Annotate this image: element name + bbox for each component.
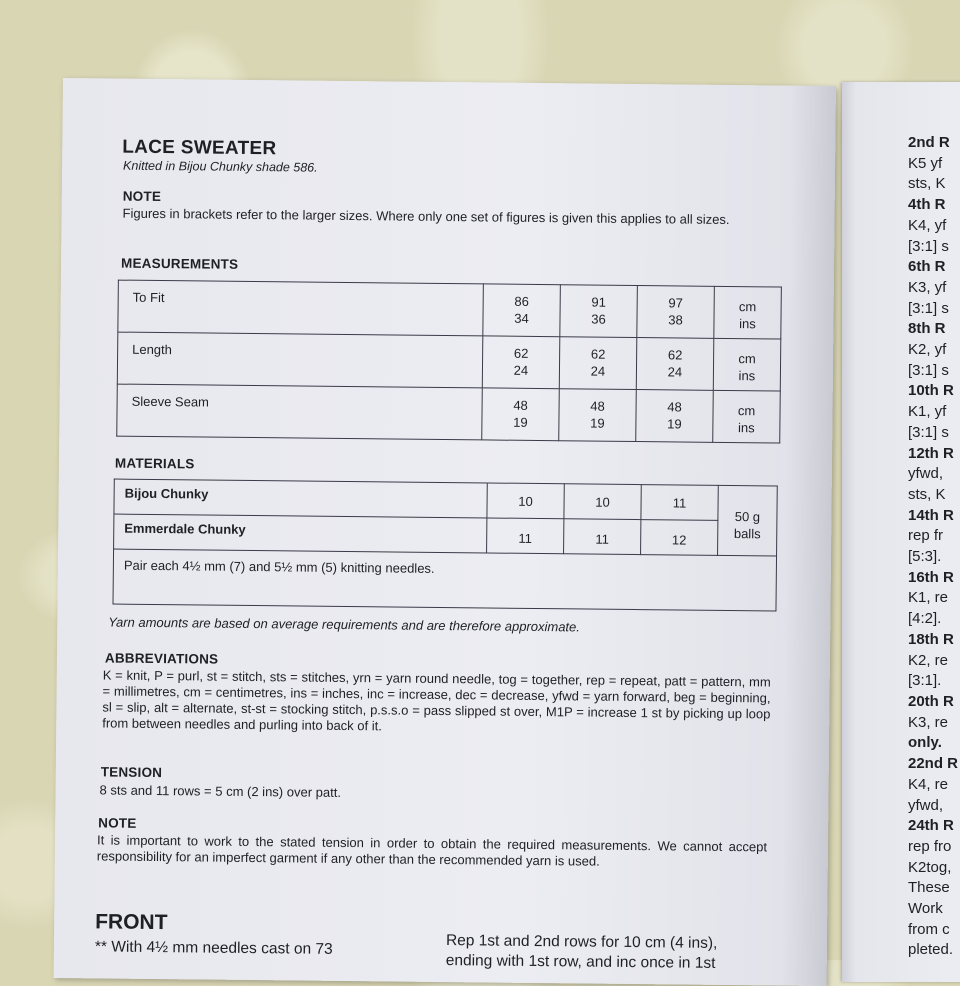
- right-page-line: 4th R: [908, 196, 946, 214]
- right-page-line: K2tog,: [908, 858, 952, 876]
- right-page-line: rep fro: [908, 837, 952, 855]
- unit-cell: cm ins: [714, 286, 782, 339]
- row-label: To Fit: [118, 280, 484, 336]
- right-page-line: K4, re: [908, 775, 949, 793]
- size-1-value: 62 24: [482, 336, 560, 389]
- right-page-line: 14th R: [908, 506, 954, 524]
- right-page-line: 2nd R: [908, 134, 950, 151]
- size-1-value: 10: [487, 483, 564, 519]
- note-text: It is important to work to the stated tension in order to obtain the required measurements. We cannot accept responsibility for an imperfect garment if any other than the recommended yarn is used.: [96, 832, 768, 869]
- right-page-line: [3:1] s: [908, 361, 949, 379]
- right-page-line: K2, re: [908, 651, 949, 669]
- size-1-value: 11: [487, 518, 564, 554]
- front-text: ** With 4½ mm needles cast on 73: [94, 938, 333, 958]
- tension-heading: TENSION: [100, 764, 163, 781]
- right-page-line: 24th R: [908, 817, 954, 835]
- right-page-line: only.: [908, 734, 942, 752]
- materials-heading: MATERIALS: [114, 455, 195, 472]
- right-page-line: 20th R: [908, 692, 954, 710]
- yarn-note: Yarn amounts are based on average requirements and are therefore approximate.: [108, 614, 581, 635]
- front-text-right: Rep 1st and 2nd rows for 10 cm (4 ins),: [445, 932, 718, 952]
- right-page-text: [908, 133, 958, 961]
- left-page: [54, 78, 836, 986]
- right-page-line: [3:1] s: [908, 299, 949, 317]
- size-3-value: 62 24: [636, 338, 714, 391]
- right-page-line: 16th R: [908, 568, 954, 586]
- table-row: [118, 280, 782, 339]
- right-page-line: [3:1].: [908, 672, 942, 690]
- measurements-heading: MEASUREMENTS: [120, 255, 239, 272]
- unit-cell: 50 g balls: [718, 485, 778, 556]
- size-1-value: 86 34: [483, 284, 561, 337]
- right-page-line: 10th R: [908, 382, 954, 400]
- right-page-line: 6th R: [908, 258, 946, 276]
- size-2-value: 62 24: [559, 337, 637, 390]
- right-page-line: K5 yf: [908, 154, 943, 172]
- right-page-line: [3:1] s: [908, 237, 949, 255]
- abbreviations-heading: ABBREVIATIONS: [104, 650, 219, 667]
- size-2-value: 11: [564, 519, 641, 555]
- unit-cell: cm ins: [713, 390, 781, 443]
- unit-cell: cm ins: [713, 338, 781, 391]
- right-page-line: 18th R: [908, 630, 954, 648]
- right-page-line: 8th R: [908, 320, 946, 338]
- right-page-line: K1, re: [908, 589, 949, 607]
- right-page-line: [4:2].: [908, 610, 942, 628]
- abbreviations-text: K = knit, P = purl, st = stitch, sts = stitches, yrn = yarn round needle, tog = together, rep = repeat, patt = pattern, mm = millimetres, cm = centimetres, ins = inches, inc = increase, dec = decrease, yfwd = yarn forward, beg = beginning, sl = slip, alt = alternate, st-st = stocking stitch, p.s.s.o = pass slipped st over, M1P = increase 1 st by picking up loop from between needles and purling into back of it.: [102, 667, 771, 734]
- size-3-value: 48 19: [636, 390, 714, 443]
- measurements-table: [116, 280, 782, 444]
- right-page-line: [5:3].: [908, 548, 942, 566]
- right-page-line: [3:1] s: [908, 423, 949, 441]
- pattern-title: LACE SWEATER: [122, 136, 277, 160]
- table-row: [117, 384, 781, 443]
- row-label: Sleeve Seam: [117, 384, 483, 440]
- size-2-value: 10: [564, 484, 641, 520]
- yarn-label: Emmerdale Chunky: [114, 514, 487, 553]
- pattern-subtitle: Knitted in Bijou Chunky shade 586.: [123, 158, 318, 175]
- right-page-line: pleted.: [908, 941, 954, 959]
- right-page-line: K3, yf: [908, 278, 947, 296]
- row-label: Length: [117, 332, 483, 388]
- right-page-line: 22nd R: [908, 755, 959, 773]
- materials-table: [112, 479, 777, 612]
- right-page-line: from c: [908, 920, 950, 938]
- right-page-line: K4, yf: [908, 216, 947, 234]
- table-row: [117, 332, 781, 391]
- right-page-line: yfwd,: [908, 796, 944, 814]
- size-3-value: 11: [641, 485, 718, 521]
- front-text-right-2: ending with 1st row, and inc once in 1st: [445, 952, 716, 972]
- note-heading: NOTE: [98, 815, 137, 831]
- right-page-line: yfwd,: [908, 465, 944, 483]
- size-2-value: 91 36: [560, 285, 638, 338]
- right-page: [842, 82, 960, 982]
- right-page-line: K1, yf: [908, 403, 947, 421]
- right-page-line: 12th R: [908, 444, 954, 462]
- note-text: Figures in brackets refer to the larger sizes. Where only one set of figures is given this applies to all sizes.: [122, 205, 730, 227]
- needles-text: Pair each 4½ mm (7) and 5½ mm (5) knitting needles.: [113, 549, 777, 611]
- note-heading: NOTE: [122, 188, 162, 205]
- yarn-label: Bijou Chunky: [114, 479, 487, 518]
- size-2-value: 48 19: [559, 389, 637, 442]
- right-page-line: These: [908, 879, 950, 897]
- table-row: [113, 549, 777, 611]
- front-heading: FRONT: [95, 910, 168, 935]
- tension-text: 8 sts and 11 rows = 5 cm (2 ins) over patt.: [99, 782, 342, 800]
- right-page-line: sts, K: [908, 175, 946, 193]
- right-page-line: K2, yf: [908, 341, 947, 359]
- right-page-line: rep fr: [908, 527, 944, 545]
- right-page-line: K3, re: [908, 713, 949, 731]
- size-1-value: 48 19: [482, 388, 560, 441]
- size-3-value: 12: [641, 520, 718, 556]
- right-page-line: Work: [908, 900, 943, 918]
- size-3-value: 97 38: [637, 286, 715, 339]
- right-page-line: sts, K: [908, 485, 946, 503]
